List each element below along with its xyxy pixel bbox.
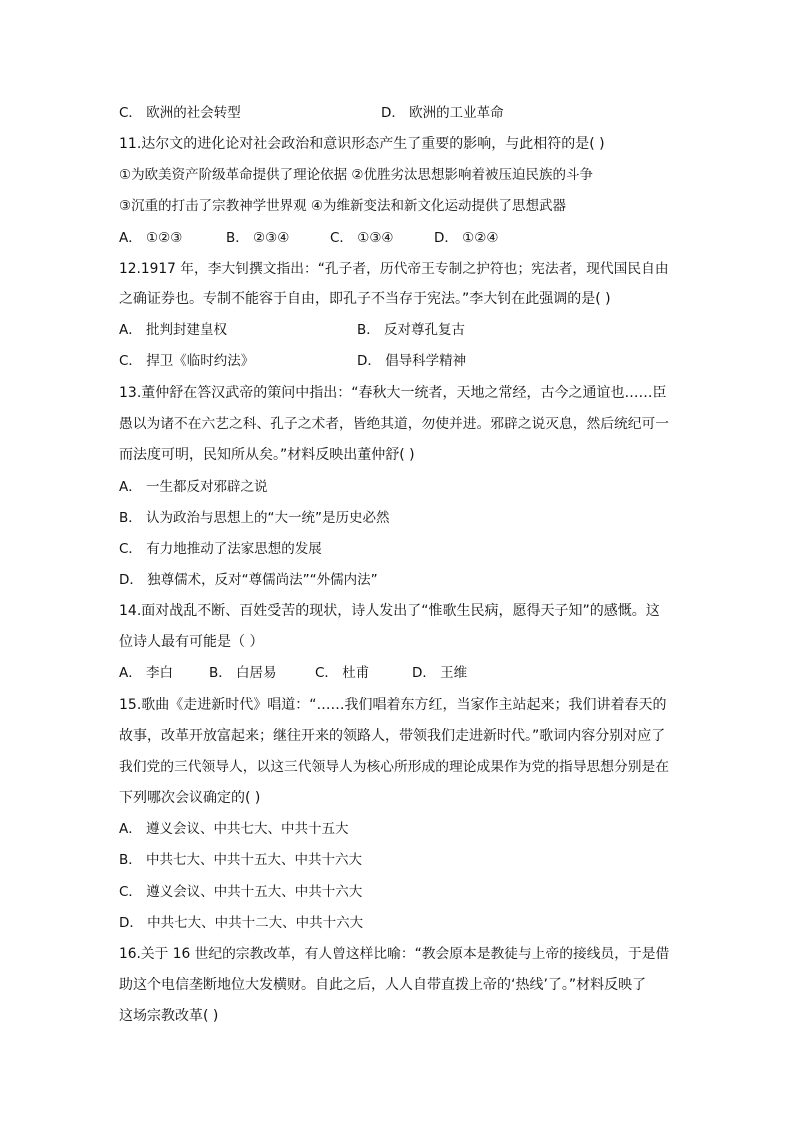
question-14-option-c[interactable]: C． 杜甫 — [315, 665, 370, 681]
question-11-option-a[interactable]: A． ①②③ — [119, 230, 183, 246]
question-14-line-2: 位诗人最有可能是（ ） — [119, 634, 264, 650]
question-11-option-d[interactable]: D． ①②④ — [434, 230, 499, 246]
question-13-option-b[interactable]: B． 认为政治与思想上的“大一统”是历史必然 — [119, 510, 390, 526]
question-12-option-c[interactable]: C． 捍卫《临时约法》 — [119, 353, 255, 369]
question-11-option-c[interactable]: C． ①③④ — [330, 230, 394, 246]
question-11-stem: 11.达尔文的进化论对社会政治和意识形态产生了重要的影响，与此相符的是( ) — [119, 136, 605, 152]
question-15-option-a[interactable]: A． 遵义会议、中共七大、中共十五大 — [119, 821, 349, 837]
question-14-option-a[interactable]: A． 李白 — [119, 665, 174, 681]
question-15-option-c[interactable]: C． 遵义会议、中共十五大、中共十六大 — [119, 884, 363, 900]
question-12-option-b[interactable]: B． 反对尊孔复古 — [357, 322, 466, 338]
question-15-option-b[interactable]: B． 中共七大、中共十五大、中共十六大 — [119, 852, 363, 868]
question-15-option-d[interactable]: D． 中共七大、中共十二大、中共十六大 — [119, 915, 364, 931]
question-13-option-a[interactable]: A． 一生都反对邪辟之说 — [119, 479, 268, 495]
question-16-line-1: 16.关于 16 世纪的宗教改革，有人曾这样比喻：“教会原本是教徒与上帝的接线员，于是借 — [119, 946, 670, 962]
question-13-line-2: 愚以为诸不在六艺之科、孔子之术者，皆绝其道，勿使并进。邪辟之说灭息，然后统纪可一 — [119, 416, 670, 432]
question-15-line-3: 我们党的三代领导人，以这三代领导人为核心所形成的理论成果作为党的指导思想分别是在 — [119, 759, 670, 775]
question-14-line-1: 14.面对战乱不断、百姓受苦的现状，诗人发出了“惟歌生民病，愿得天子知”的感慨。这 — [119, 603, 660, 619]
question-14-option-b[interactable]: B． 白居易 — [209, 665, 277, 681]
prev-question-option-d[interactable]: D． 欧洲的工业革命 — [381, 105, 504, 121]
question-11-statement-line-2: ③沉重的打击了宗教神学世界观 ④为维新变法和新文化运动提供了思想武器 — [119, 198, 566, 214]
question-11-statement-line-1: ①为欧美资产阶级革命提供了理论依据 ②优胜劣汰思想影响着被压迫民族的斗争 — [119, 167, 593, 183]
question-12-option-d[interactable]: D． 倡导科学精神 — [357, 353, 467, 369]
question-12-option-a[interactable]: A． 批判封建皇权 — [119, 322, 228, 338]
question-15-line-2: 故事，改革开放富起来；继往开来的领路人，带领我们走进新时代。”歌词内容分别对应了 — [119, 728, 666, 744]
question-11-option-b[interactable]: B． ②③④ — [226, 230, 290, 246]
question-13-option-c[interactable]: C． 有力地推动了法家思想的发展 — [119, 541, 322, 557]
question-15-line-1: 15.歌曲《走进新时代》唱道：“……我们唱着东方红，当家作主站起来；我们讲着春天的 — [119, 697, 667, 713]
question-13-option-d[interactable]: D． 独尊儒术，反对“尊儒尚法”“外儒内法” — [119, 572, 378, 588]
question-16-line-2: 助这个电信垄断地位大发横财。自此之后，人人自带直拨上帝的‘热线’了。”材料反映了 — [119, 977, 647, 993]
question-15-line-4: 下列哪次会议确定的( ) — [119, 790, 261, 806]
question-14-option-d[interactable]: D． 王维 — [412, 665, 468, 681]
question-13-line-3: 而法度可明，民知所从矣。”材料反映出董仲舒( ) — [119, 447, 415, 463]
question-13-line-1: 13.董仲舒在答汉武帝的策问中指出：“春秋大一统者，天地之常经，古今之通谊也……臣 — [119, 385, 667, 401]
question-12-line-1: 12.1917 年，李大钊撰文指出：“孔子者，历代帝王专制之护符也；宪法者，现代国民自由 — [119, 261, 669, 277]
prev-question-option-c[interactable]: C． 欧洲的社会转型 — [119, 105, 241, 121]
question-12-line-2: 之确证券也。专制不能容于自由，即孔子不当存于宪法。”李大钊在此强调的是( ) — [119, 291, 611, 307]
question-16-line-3: 这场宗教改革( ) — [119, 1008, 219, 1024]
